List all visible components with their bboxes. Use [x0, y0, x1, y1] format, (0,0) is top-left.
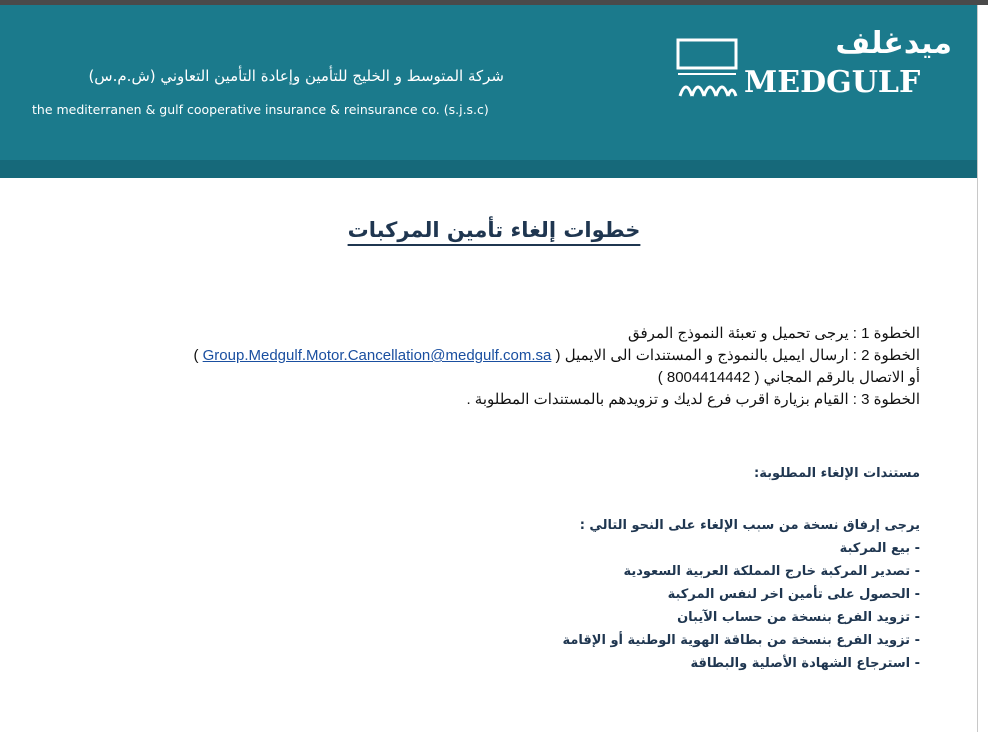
reasons-intro: يرجى إرفاق نسخة من سبب الإلغاء على النحو التالي :: [579, 518, 920, 533]
reason-item: - بيع المركبة: [839, 541, 920, 556]
reason-item: - تصدير المركبة خارج المملكة العربية السعودية: [623, 564, 920, 579]
steps-list: [40, 323, 920, 411]
page-right-edge: [977, 5, 988, 732]
required-documents-heading: مستندات الإلغاء المطلوبة:: [754, 466, 920, 481]
step-2-suffix: ): [193, 347, 199, 364]
reason-item: - استرجاع الشهادة الأصلية والبطاقة: [690, 656, 920, 671]
reason-item: - تزويد الفرع بنسخة من بطاقة الهوية الوطنية أو الإقامة: [562, 633, 920, 648]
banner-stripe: [0, 160, 988, 178]
document-title: [0, 218, 988, 242]
company-name-english: the mediterranen & gulf cooperative insurance & reinsurance co. (s.j.s.c): [32, 102, 489, 117]
company-name-arabic: شركة المتوسط و الخليج للتأمين وإعادة التأمين التعاوني (ش.م.س): [88, 67, 504, 85]
cancellation-reasons: [40, 514, 920, 675]
logo-text-arabic: ميدغلف: [835, 26, 952, 61]
logo-emblem-icon: [676, 38, 738, 98]
reason-item: - الحصول على تأمين اخر لنفس المركبة: [667, 587, 920, 602]
logo-text-english: MEDGULF: [744, 65, 921, 100]
reason-item: - تزويد الفرع بنسخة من حساب الآيبان: [677, 610, 920, 625]
step-3: الخطوة 3 : القيام بزيارة اقرب فرع لديك و تزويدهم بالمستندات المطلوبة .: [466, 391, 920, 408]
step-1: الخطوة 1 : يرجى تحميل و تعبئة النموذج المرفق: [627, 325, 920, 342]
title-text: خطوات إلغاء تأمين المركبات: [347, 218, 641, 242]
step-2: [40, 345, 920, 367]
step-2-phone: أو الاتصال بالرقم المجاني ( 8004414442 ): [657, 369, 920, 386]
cancellation-email-link[interactable]: Group.Medgulf.Motor.Cancellation@medgulf.com.sa: [202, 347, 552, 364]
step-2-prefix: الخطوة 2 : ارسال ايميل بالنموذج و المستندات الى الايميل (: [555, 347, 920, 364]
